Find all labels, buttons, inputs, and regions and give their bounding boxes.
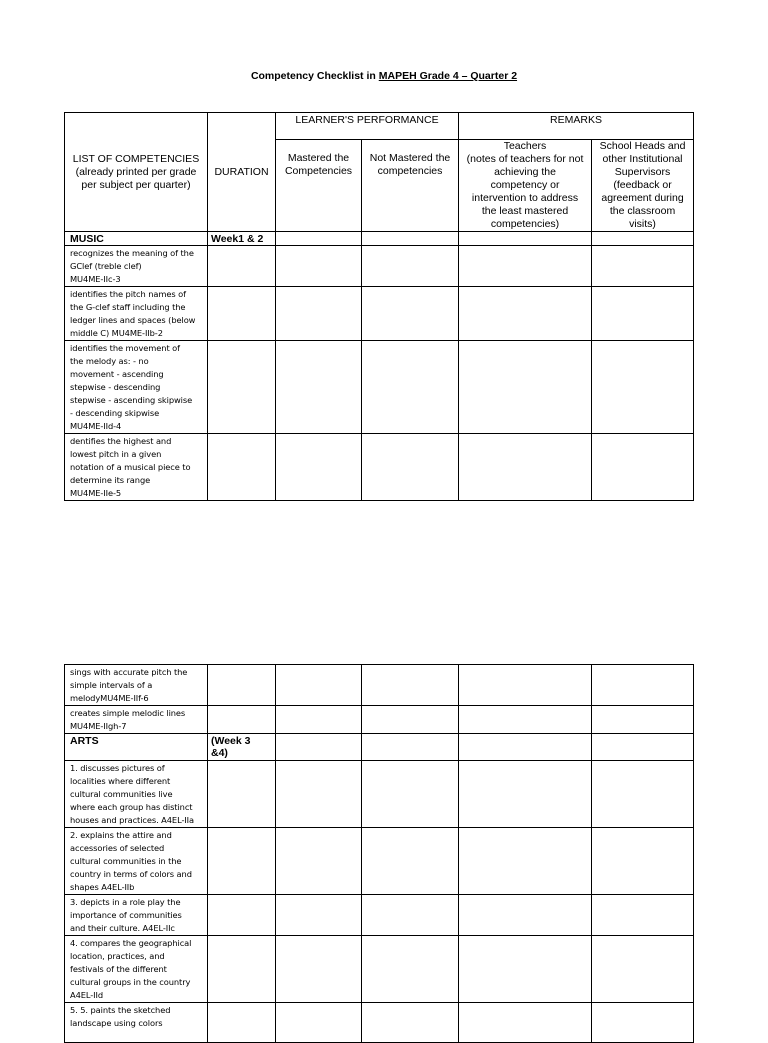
title-prefix: Competency Checklist in [250, 70, 379, 82]
duration-music: Week1 & 2 [208, 232, 276, 246]
competency-table-2 [64, 664, 694, 1043]
title-subject: MAPEH Grade 4 – Quarter 2 [378, 70, 518, 82]
competency-row: creates simple melodic lines MU4ME-IIgh-7 [65, 706, 208, 734]
competency-row: sings with accurate pitch the simple intervals of a melodyMU4ME-IIf-6 [65, 665, 208, 706]
competency-row: identifies the movement of the melody as: - no movement - ascending stepwise - descending stepwise - ascending skipwise - descending skipwise MU4ME-IId-4 [65, 341, 208, 434]
section-music: MUSIC [65, 232, 208, 246]
header-duration: DURATION [208, 113, 276, 232]
competency-table-1 [64, 112, 694, 501]
header-learners-performance: LEARNER'S PERFORMANCE [276, 113, 459, 140]
header-remarks: REMARKS [459, 113, 694, 140]
competency-row: 3. depicts in a role play the importance of communities and their culture. A4EL-IIc [65, 895, 208, 936]
header-list-of-competencies: LIST OF COMPETENCIES (already printed per grade per subject per quarter) [65, 113, 208, 232]
competency-row: dentifies the highest and lowest pitch in a given notation of a musical piece to determine its range MU4ME-IIe-5 [65, 434, 208, 501]
competency-row: 1. discusses pictures of localities where different cultural communities live where each group has distinct houses and practices. A4EL-IIa [65, 761, 208, 828]
header-not-mastered: Not Mastered the competencies [362, 140, 459, 232]
competency-row: 5. 5. paints the sketched landscape using colors [65, 1003, 208, 1043]
header-teachers-remarks: Teachers (notes of teachers for not achieving the competency or intervention to address the least mastered competencies) [459, 140, 592, 232]
competency-row: recognizes the meaning of the GClef (treble clef) MU4ME-IIc-3 [65, 246, 208, 287]
header-school-heads-remarks: School Heads and other Institutional Supervisors (feedback or agreement during the classroom visits) [592, 140, 694, 232]
competency-row: identifies the pitch names of the G-clef staff including the ledger lines and spaces (below middle C) MU4ME-IIb-2 [65, 287, 208, 341]
section-arts: ARTS [65, 734, 208, 761]
document-title [0, 70, 768, 82]
duration-arts: (Week 3 &4) [208, 734, 276, 761]
competency-row: 4. compares the geographical location, practices, and festivals of the different cultural groups in the country A4EL-IId [65, 936, 208, 1003]
header-mastered: Mastered the Competencies [276, 140, 362, 232]
competency-row: 2. explains the attire and accessories of selected cultural communities in the country in terms of colors and shapes A4EL-IIb [65, 828, 208, 895]
